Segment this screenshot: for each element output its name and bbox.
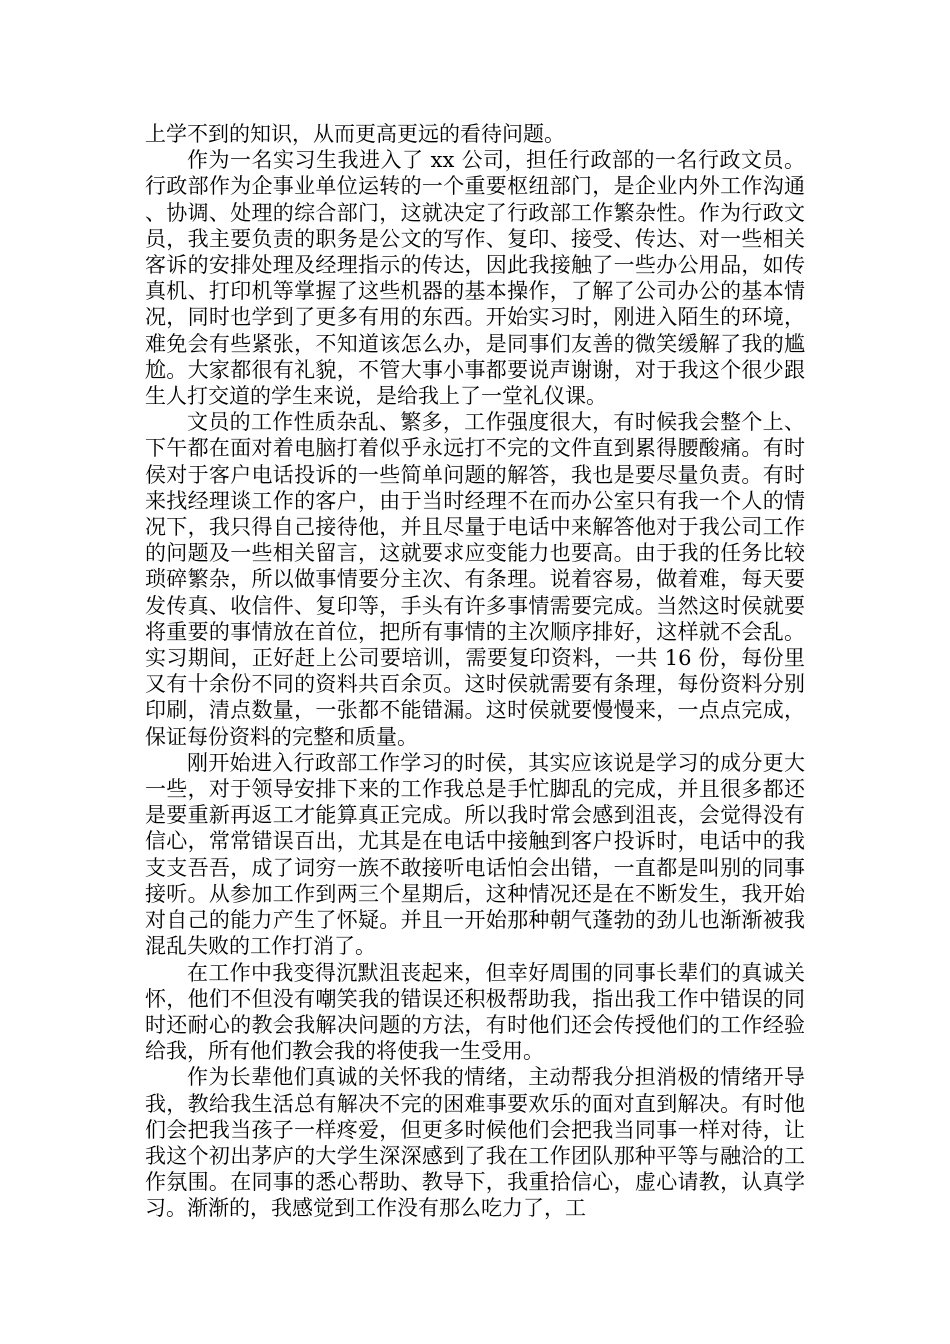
paragraph-1: 上学不到的知识，从而更高更远的看待问题。 <box>145 122 565 146</box>
paragraph-4: 刚开始进入行政部工作学习的时侯，其实应该说是学习的成分更大一些，对于领导安排下来的工作我总是手忙脚乱的完成，并且很多都还是要重新再返工才能算真正完成。所以我时常会感到沮丧，会觉得没有信心，常常错误百出，尤其是在电话中接触到客户投诉时，电话中的我支支吾吾，成了词穷一族不敢接听电话怕会出错，一直都是叫别的同事接听。从参加工作到两三个星期后，这种情况还是在不断发生，我开始对自己的能力产生了怀疑。并且一开始那种朝气蓬勃的劲儿也渐渐被我混乱失败的工作打消了。 <box>145 750 805 959</box>
paragraph-2: 作为一名实习生我进入了 xx 公司，担任行政部的一名行政文员。行政部作为企事业单位运转的一个重要枢纽部门，是企业内外工作沟通、协调、处理的综合部门，这就决定了行政部工作繁杂性。作为行政文员，我主要负责的职务是公文的写作、复印、接受、传达、对一些相关客诉的安排处理及经理指示的传达，因此我接触了一些办公用品，如传真机、打印机等掌握了这些机器的基本操作，了解了公司办公的基本情况，同时也学到了更多有用的东西。开始实习时，刚进入陌生的环境，难免会有些紧张，不知道该怎么办，是同事们友善的微笑缓解了我的尴尬。大家都很有礼貌，不管大事小事都要说声谢谢，对于我这个很少跟生人打交道的学生来说，是给我上了一堂礼仪课。 <box>145 148 805 409</box>
paragraph-5: 在工作中我变得沉默沮丧起来，但幸好周围的同事长辈们的真诚关怀，他们不但没有嘲笑我的错误还积极帮助我，指出我工作中错误的同时还耐心的教会我解决问题的方法，有时他们还会传授他们的工作经验给我，所有他们教会我的将使我一生受用。 <box>145 960 805 1064</box>
document-body <box>145 121 805 1222</box>
paragraph-6: 作为长辈他们真诚的关怀我的情绪，主动帮我分担消极的情绪开导我，教给我生活总有解决不完的困难事要欢乐的面对直到解决。有时他们会把我当孩子一样疼爱，但更多时候他们会把我当同事一样对待，让我这个初出茅庐的大学生深深感到了我在工作团队那种平等与融洽的工作氛围。在同事的悉心帮助、教导下，我重拾信心，虚心请教，认真学习。渐渐的，我感觉到工作没有那么吃力了，工 <box>145 1065 805 1221</box>
paragraph-3: 文员的工作性质杂乱、繁多，工作强度很大，有时候我会整个上、下午都在面对着电脑打着似乎永远打不完的文件直到累得腰酸痛。有时侯对于客户电话投诉的一些简单问题的解答，我也是要尽量负责。有时来找经理谈工作的客户，由于当时经理不在而办公室只有我一个人的情况下，我只得自己接待他，并且尽量于电话中来解答他对于我公司工作的问题及一些相关留言，这就要求应变能力也要高。由于我的任务比较琐碎繁杂，所以做事情要分主次、有条理。说着容易，做着难，每天要发传真、收信件、复印等，手头有许多事情需要完成。当然这时侯就要将重要的事情放在首位，把所有事情的主次顺序排好，这样就不会乱。实习期间，正好赶上公司要培训，需要复印资料，一共 16 份，每份里又有十余份不同的资料共百余页。这时侯就需要有条理，每份资料分别印刷，清点数量，一张都不能错漏。这时侯就要慢慢来，一点点完成，保证每份资料的完整和质量。 <box>145 410 805 749</box>
